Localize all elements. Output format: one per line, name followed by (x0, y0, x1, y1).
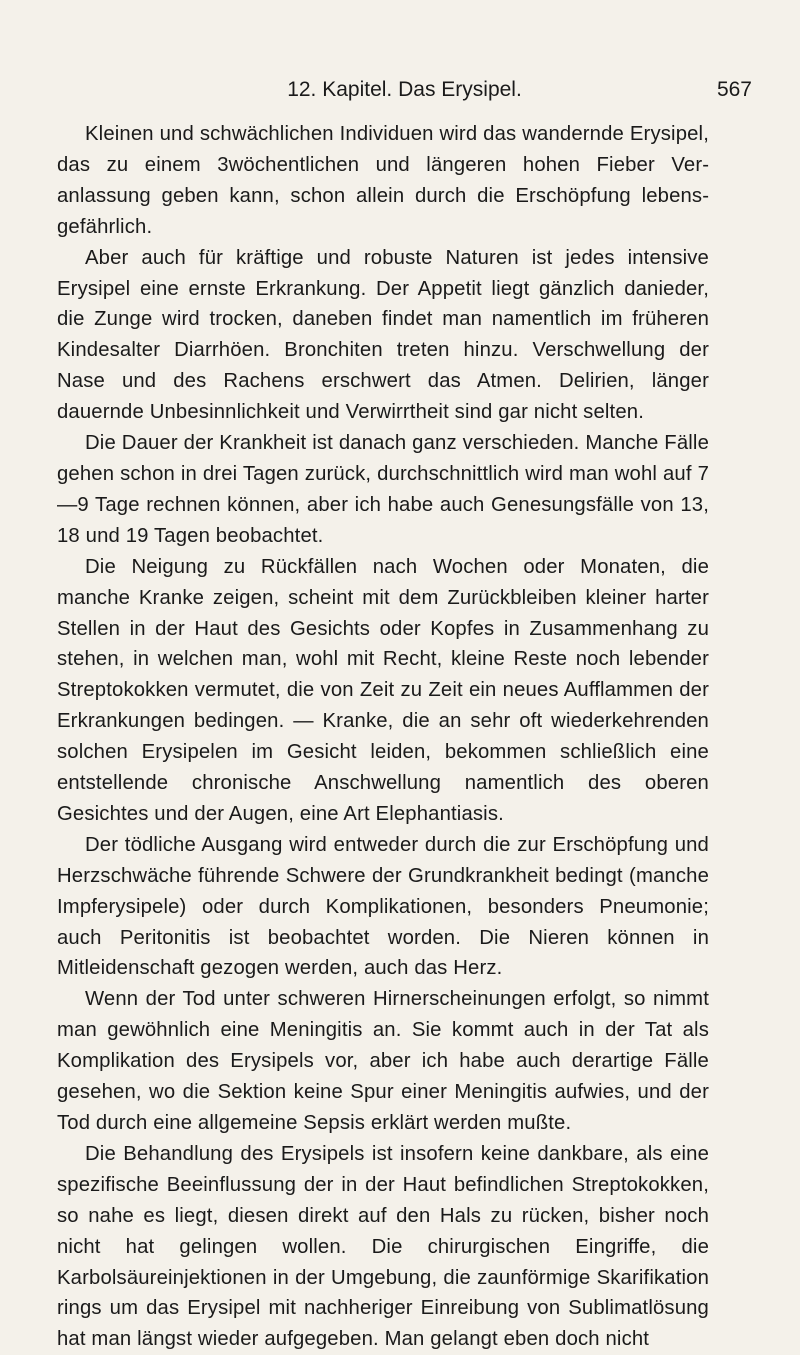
paragraph: Wenn der Tod unter schweren Hirnerscheinungen erfolgt, so nimmt man gewöhnlich eine Meningitis an. Sie kommt auch in der Tat als Komplikation des Erysipels vor, aber ich habe auch derartige Fälle gesehen, wo die Sektion keine Spur einer Meningitis aufwies, und der Tod durch eine allgemeine Sepsis erklärt werden mußte. (57, 988, 709, 1134)
paragraph: Der tödliche Ausgang wird entweder durch die zur Erschöpfung und Herzschwäche führende Schwere der Grundkrankheit bedingt (manche Impferysipele) oder durch Komplikationen, besonders Pneumonie; auch Peritonitis ist beobachtet worden. Die Nieren können in Mitleidenschaft gezogen werden, auch das Herz. (57, 833, 709, 980)
paragraph: Die Behandlung des Erysipels ist insofern keine dankbare, als eine spezifische Beeinflussung der in der Haut befindlichen Streptokokken, so nahe es liegt, diesen direkt auf den Hals zu rücken, bisher noch nicht hat gelingen wollen. Die chirurgischen Eingriffe, die Karbolsäureinjektionen in der Umgebung, die zaunförmige Skarifikation rings um das Erysipel mit nachheriger Einreibung von Sublimatlösung hat man längst wieder aufgegeben. Man gelangt eben doch nicht (57, 1142, 709, 1351)
body-text (57, 119, 709, 1355)
paragraph: Die Neigung zu Rückfällen nach Wochen oder Monaten, die manche Kranke zeigen, scheint mit dem Zurückbleiben kleiner harter Stellen in der Haut des Gesichts oder Kopfes in Zusammenhang zu stehen, in welchen man, wohl mit Recht, kleine Reste noch lebender Streptokokken vermutet, die von Zeit zu Zeit ein neues Aufflammen der Erkrankungen bedingen. — Kranke, die an sehr oft wiederkehrenden solchen Erysipelen im Gesicht leiden, bekommen schließlich eine entstellende chronische Anschwellung namentlich des oberen Gesichtes und der Augen, eine Art Elephantiasis. (57, 555, 709, 825)
running-header (57, 78, 752, 108)
paragraph: Kleinen und schwächlichen Individuen wird das wandernde Erysipel, das zu einem 3wöchentlichen und längeren hohen Fieber Veranlassung geben kann, schon allein durch die Erschöpfung lebensgefährlich. (57, 123, 709, 238)
chapter-title: 12. Kapitel. Das Erysipel. (287, 78, 522, 101)
paragraph: Aber auch für kräftige und robuste Naturen ist jedes intensive Erysipel eine ernste Erkrankung. Der Appetit liegt gänzlich danieder, die Zunge wird trocken, daneben findet man namentlich im früheren Kindesalter Diarrhöen. Bronchiten treten hinzu. Verschwellung der Nase und des Rachens erschwert das Atmen. Delirien, länger dauernde Unbesinnlichkeit und Verwirrtheit sind gar nicht selten. (57, 246, 709, 424)
page-number: 567 (716, 78, 752, 101)
paragraph: Die Dauer der Krankheit ist danach ganz verschieden. Manche Fälle gehen schon in drei Tagen zurück, durchschnittlich wird man wohl auf 7—9 Tage rechnen können, aber ich habe auch Genesungsfälle von 13, 18 und 19 Tagen beobachtet. (57, 432, 709, 547)
